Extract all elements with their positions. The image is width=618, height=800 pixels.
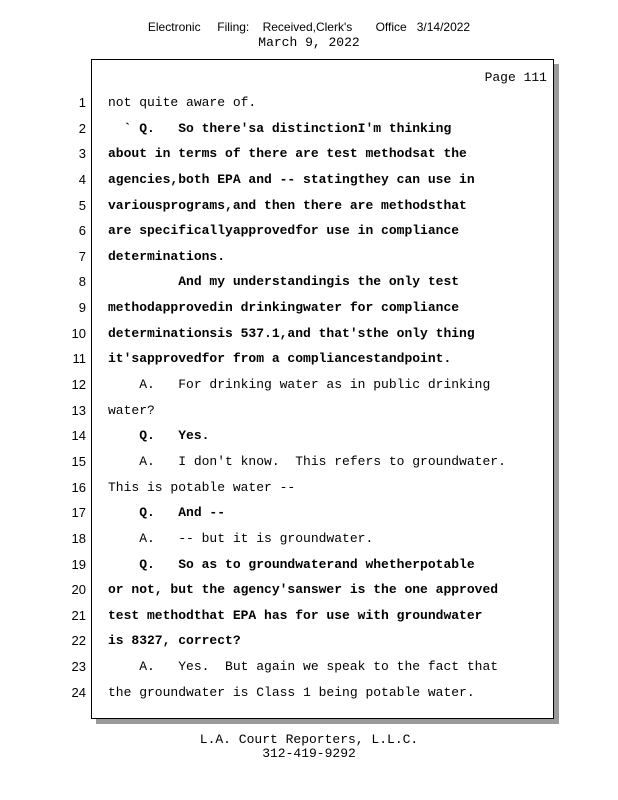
transcript-line: or not, but the agency'sanswer is the one approved — [108, 582, 499, 598]
line-number: 4 — [78, 171, 86, 187]
reporter-name: L.A. Court Reporters, L.L.C. — [199, 732, 419, 747]
transcript-line: A. For drinking water as in public drinking — [108, 377, 491, 393]
line-number: 8 — [78, 274, 86, 290]
line-number: 14 — [71, 428, 86, 444]
transcript-date: March 9, 2022 — [258, 35, 360, 50]
transcript-line: A. I don't know. This refers to groundwater. — [108, 453, 506, 469]
line-number: 12 — [71, 377, 86, 393]
line-number: 1 — [78, 95, 86, 110]
line-number: 7 — [78, 248, 86, 264]
line-number: 11 — [72, 351, 86, 367]
transcript-line: not quite aware of. — [108, 95, 257, 110]
transcript-line: it'sapprovedfor from a compliancestandpoint. — [108, 351, 452, 367]
transcript-line: methodapprovedin drinkingwater for compliance — [108, 300, 460, 316]
filing-stamp: Electronic Filing: Received,Clerk's Office 3/14/2022 — [147, 20, 471, 34]
transcript-line: ` Q. So there'sa distinctionI'm thinking — [108, 120, 452, 136]
line-number: 2 — [78, 120, 86, 136]
transcript-line: water? — [108, 402, 155, 418]
transcript-line: And my understandingis the only test — [108, 274, 460, 290]
line-number: 19 — [71, 556, 86, 572]
line-number: 24 — [71, 684, 86, 700]
reporter-phone: 312-419-9292 — [262, 746, 356, 761]
reporter-footer — [0, 733, 618, 761]
transcript-line: This is potable water -- — [108, 479, 296, 495]
line-number: 18 — [71, 530, 86, 546]
transcript-line: test methodthat EPA has for use with groundwater — [108, 607, 483, 623]
page-number: Page 111 — [484, 70, 547, 85]
transcript-line: Q. Yes. — [108, 428, 210, 444]
line-number: 3 — [78, 146, 86, 162]
line-number-column — [40, 94, 86, 709]
transcript-line: A. -- but it is groundwater. — [108, 530, 374, 546]
transcript-line: determinationsis 537.1,and that'sthe only thing — [108, 325, 475, 341]
line-number: 20 — [71, 582, 86, 598]
line-number: 6 — [78, 223, 86, 239]
line-number: 13 — [71, 402, 86, 418]
transcript-line: the groundwater is Class 1 being potable water. — [108, 684, 475, 700]
transcript-line: determinations. — [108, 248, 226, 264]
line-number: 9 — [78, 300, 86, 316]
line-number: 16 — [71, 479, 86, 495]
transcript-line: A. Yes. But again we speak to the fact that — [108, 659, 499, 675]
line-number: 17 — [71, 505, 86, 521]
transcript-line: variousprograms,and then there are methodsthat — [108, 197, 467, 213]
line-number: 21 — [71, 607, 86, 623]
line-number: 15 — [71, 453, 86, 469]
line-number: 5 — [78, 197, 86, 213]
line-number: 10 — [71, 325, 86, 341]
transcript-line: about in terms of there are test methodsat the — [108, 146, 467, 162]
transcript-line: Q. And -- — [108, 505, 226, 521]
transcript-line: Q. So as to groundwaterand whetherpotable — [108, 556, 475, 572]
transcript-line: is 8327, correct? — [108, 633, 241, 649]
transcript-line: agencies,both EPA and -- statingthey can use in — [108, 171, 475, 187]
transcript-line: are specificallyapprovedfor use in compliance — [108, 223, 460, 239]
transcript-body — [108, 94, 548, 709]
line-number: 22 — [71, 633, 86, 649]
line-number: 23 — [71, 659, 86, 675]
